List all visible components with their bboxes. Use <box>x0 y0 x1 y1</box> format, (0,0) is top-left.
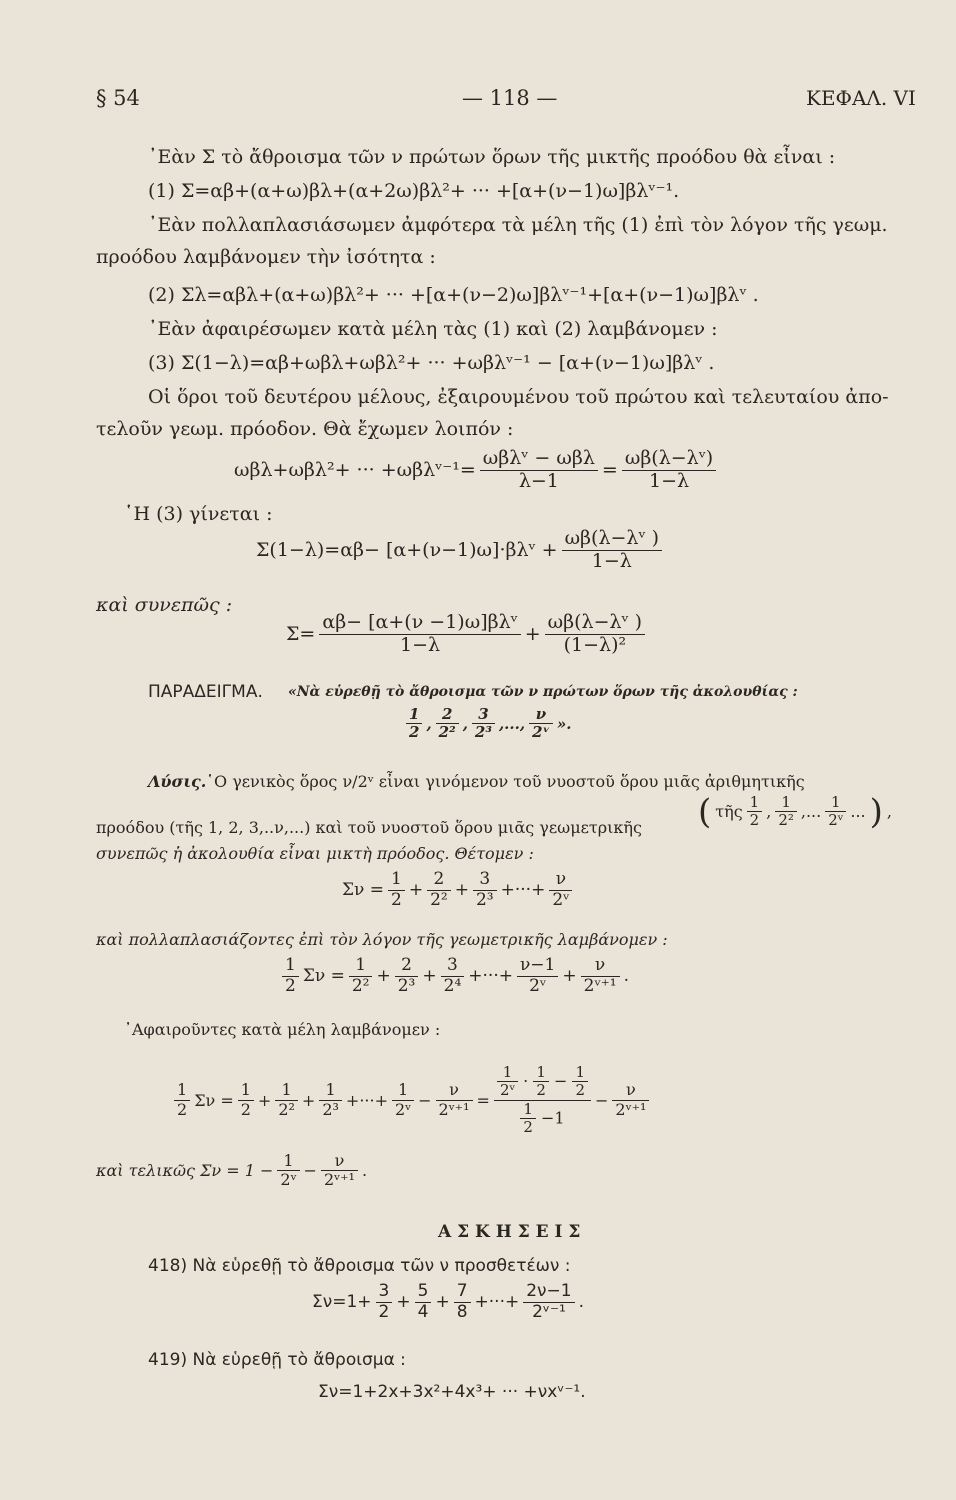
term-numerator: 3 <box>441 956 465 977</box>
term-denominator: 2³ <box>322 1099 339 1119</box>
equation-5-fraction <box>562 528 662 573</box>
sequence-term-2 <box>436 706 459 742</box>
term-numerator: 1 <box>775 794 797 812</box>
term-numerator: 1 <box>392 1081 414 1100</box>
term-denominator: 2ᵛ <box>552 889 570 910</box>
term-denominator: 2ᵛ⁺¹ <box>323 1170 355 1190</box>
equation-4-fraction-2 <box>622 448 716 493</box>
ellipsis: ,..., <box>498 714 526 733</box>
solution-line-1: ῾Ο γενικὸς ὅρος ν/2ᵛ εἶναι γινόμενον τοῦ νυοστοῦ ὅρου μιᾶς ἀριθμητικῆς <box>206 772 805 791</box>
term-numerator: 2 <box>427 870 451 891</box>
sum-term-1 <box>388 870 405 910</box>
term-denominator: 2 <box>409 723 420 742</box>
half-term-n-minus-1 <box>517 956 558 996</box>
example-sequence <box>406 706 575 742</box>
term-numerator: 5 <box>415 1282 432 1303</box>
equation-6 <box>286 612 649 657</box>
paragraph-1: ᾿Εὰν Σ τὸ ἄθροισμα τῶν ν πρώτων ὅρων τῆς μικτῆς προόδου θὰ εἶναι : <box>148 146 836 168</box>
term-denominator: 2 <box>575 1081 586 1100</box>
plus-sign: + <box>422 966 437 987</box>
paragraph-2-line-1: ᾿Εὰν πολλαπλασιάσωμεν ἀμφότερα τὰ μέλη τῆς (1) ἐπὶ τὸν λόγον τῆς γεωμ. <box>148 214 888 236</box>
sum-term-3 <box>473 870 497 910</box>
term-numerator: 1 <box>406 706 422 724</box>
fraction-numerator: ωβ(λ−λᵛ) <box>622 448 716 471</box>
e418-lhs: Σν=1+ <box>312 1292 372 1313</box>
fraction-numerator: ωβ(λ−λᵛ ) <box>562 528 662 551</box>
term-denominator: 2ᵛ <box>828 811 844 830</box>
sum-term-2 <box>427 870 451 910</box>
half-denominator: 2 <box>177 1099 188 1119</box>
term-numerator: 3 <box>376 1282 393 1303</box>
term-denominator: 2² <box>351 975 370 996</box>
half-term-n <box>581 956 620 996</box>
paragraph-4-line-1: Οἱ ὅροι τοῦ δευτέρου μέλους, ἐξαιρουμένου τοῦ πρώτου καὶ τελευταίου ἀπο- <box>148 386 889 408</box>
term-denominator: 2 <box>240 1099 251 1119</box>
equation-5 <box>256 528 666 573</box>
fraction-numerator: ωβλᵛ − ωβλ <box>480 448 598 471</box>
exercise-418: 418) Νὰ εὑρεθῇ τὸ ἄθροισμα τῶν ν προσθετέων : <box>148 1256 571 1276</box>
term-denominator: 2ᵛ⁻¹ <box>532 1301 566 1322</box>
minus-sign: − <box>595 1090 609 1110</box>
diff-last-term <box>436 1081 473 1119</box>
cn-c <box>572 1064 588 1100</box>
cn-a <box>497 1064 518 1100</box>
final-term-1 <box>277 1152 299 1190</box>
plus-ellipsis: +···+ <box>500 880 546 901</box>
half-term-1 <box>349 956 373 996</box>
half-numerator: 1 <box>174 1081 190 1100</box>
term-denominator: 2⁴ <box>443 975 462 996</box>
term-denominator: 2ᵛ⁺¹ <box>583 975 617 996</box>
minus-sign: − <box>303 1161 317 1181</box>
term-denominator: 2ᵛ⁺¹ <box>615 1099 647 1119</box>
comma: , <box>426 714 432 733</box>
term-numerator: 2ν−1 <box>523 1282 574 1303</box>
period: . <box>623 966 629 987</box>
exercise-419-equation: Σν=1+2x+3x²+4x³+ ··· +νxᵛ⁻¹. <box>318 1382 586 1402</box>
solution-label: Λύσις. <box>148 772 207 791</box>
chapter-label: ΚΕΦΑΛ. VI <box>806 86 916 110</box>
term-denominator: 2ᵛ <box>532 723 550 742</box>
sequence-term-3 <box>472 706 495 742</box>
term-numerator: 2 <box>436 706 459 724</box>
term-denominator: 2ᵛ <box>499 1081 516 1100</box>
term-numerator: ν <box>612 1081 649 1100</box>
sigma-equals: Σ= <box>286 623 316 646</box>
plus-sign: + <box>376 966 391 987</box>
page-number: — 118 — <box>462 86 558 110</box>
solution-line-3: συνεπῶς ἡ ἀκολουθία εἶναι μικτὴ πρόοδος. Θέτομεν : <box>96 844 534 863</box>
term-numerator: 1 <box>275 1081 298 1100</box>
solution-line-2: προόδου (τῆς 1, 2, 3,..ν,...) καὶ τοῦ νυοστοῦ ὅρου μιᾶς γεωμετρικῆς <box>96 818 642 837</box>
final-term-2 <box>321 1152 358 1190</box>
term-denominator: 4 <box>417 1301 429 1322</box>
plus-sign: + <box>257 1090 272 1110</box>
e418-term-1 <box>376 1282 393 1322</box>
paragraph-3: ᾿Εὰν ἀφαιρέσωμεν κατὰ μέλη τὰς (1) καὶ (2) λαμβάνομεν : <box>148 318 718 340</box>
term-numerator: 1 <box>388 870 405 891</box>
term-denominator: 2 <box>523 1117 533 1136</box>
equals-sign: = <box>476 1090 490 1110</box>
plus-sign: + <box>396 1292 411 1313</box>
fraction-numerator: αβ− [α+(ν −1)ω]βλᵛ <box>319 612 520 635</box>
term-denominator: 2ᵛ <box>280 1170 297 1190</box>
compound-fraction <box>494 1064 591 1136</box>
solution-line-4: καὶ πολλαπλασιάζοντες ἐπὶ τὸν λόγον τῆς γεωμετρικῆς λαμβάνομεν : <box>96 930 668 949</box>
geo-term-n <box>825 794 846 830</box>
term-numerator: 1 <box>349 956 373 977</box>
plus-sign: + <box>301 1090 316 1110</box>
half-sum-lhs: Σν = <box>302 966 345 987</box>
term-denominator: 2ᵛ <box>529 975 547 996</box>
e418-term-3 <box>454 1282 471 1322</box>
term-numerator: 1 <box>520 1101 536 1119</box>
term-denominator: 2 <box>391 889 402 910</box>
equation-6-fraction-1 <box>319 612 520 657</box>
plus-sign: + <box>408 880 424 901</box>
term-denominator: 2² <box>778 811 794 830</box>
term-denominator: 2ᵛ <box>394 1099 412 1119</box>
open-paren: ( <box>698 791 712 832</box>
section-number: § 54 <box>96 86 140 110</box>
period: . <box>361 1161 368 1181</box>
term-numerator: ν <box>549 870 572 891</box>
paragraph-2-line-2: προόδου λαμβάνομεν τὴν ἰσότητα : <box>96 246 436 268</box>
term-denominator: 2 <box>536 1081 546 1100</box>
term-numerator: 1 <box>825 794 846 812</box>
fraction-denominator: 1−λ <box>648 469 690 492</box>
term-numerator: 1 <box>277 1152 299 1171</box>
plus-sign: + <box>524 623 541 646</box>
term-numerator: 3 <box>472 706 495 724</box>
period: . <box>578 1292 585 1313</box>
paragraph-6: καὶ συνεπῶς : <box>96 594 233 616</box>
half-sum-equation <box>282 956 633 996</box>
exercises-heading: Α Σ Κ Η Σ Ε Ι Σ <box>438 1222 581 1242</box>
ellipsis: ,... <box>800 802 822 822</box>
sum-equation <box>342 870 576 910</box>
plus-sign: + <box>435 1292 450 1313</box>
term-numerator: 1 <box>319 1081 342 1100</box>
close-paren: ) <box>869 791 883 832</box>
fraction-denominator: 1−λ <box>400 633 441 656</box>
one: 1 <box>554 1107 565 1127</box>
diff-final-term <box>612 1081 649 1119</box>
term-denominator: 2 <box>378 1301 390 1322</box>
term-numerator: 2 <box>395 956 419 977</box>
ellipsis: ... <box>850 802 866 822</box>
term-denominator: 2 <box>749 811 760 830</box>
geo-term-2 <box>775 794 797 830</box>
sum-lhs: Σν = <box>342 880 385 901</box>
half-term-2 <box>395 956 419 996</box>
term-numerator: ν−1 <box>517 956 558 977</box>
term-numerator: ν <box>321 1152 358 1171</box>
fraction-numerator: ωβ(λ−λᵛ ) <box>545 612 645 635</box>
term-denominator: 2² <box>430 889 448 910</box>
equation-4 <box>234 448 720 493</box>
plus-ellipsis: +···+ <box>345 1090 388 1110</box>
term-numerator: 7 <box>454 1282 471 1303</box>
equation-4-left: ωβλ+ωβλ²+ ··· +ωβλᵛ⁻¹= <box>234 459 476 482</box>
equation-1: (1) Σ=αβ+(α+ω)βλ+(α+2ω)βλ²+ ··· +[α+(ν−1)ω]βλᵛ⁻¹. <box>148 180 680 202</box>
example-text: «Νὰ εὑρεθῇ τὸ ἄθροισμα τῶν ν πρώτων ὅρων τῆς ἀκολουθίας : <box>288 684 798 700</box>
paragraph-4-line-2: τελοῦν γεωμ. πρόοδον. Θὰ ἔχωμεν λοιπόν : <box>96 418 514 440</box>
term-numerator: 3 <box>473 870 497 891</box>
term-denominator: 2³ <box>397 975 416 996</box>
fraction-denominator: (1−λ)² <box>563 633 627 656</box>
term-numerator: 1 <box>497 1064 518 1082</box>
half-numerator: 1 <box>282 956 299 977</box>
term-denominator: 2³ <box>475 889 494 910</box>
equation-3: (3) Σ(1−λ)=αβ+ωβλ+ωβλ²+ ··· +ωβλᵛ⁻¹ − [α+(ν−1)ω]βλᵛ . <box>148 352 715 374</box>
paragraph-5: ῾Η (3) γίνεται : <box>124 503 273 525</box>
diff-term-n <box>392 1081 414 1119</box>
cd-a <box>520 1101 536 1137</box>
plus-ellipsis: +···+ <box>468 966 513 987</box>
sequence-term-1 <box>406 706 422 742</box>
equation-4-fraction-1 <box>480 448 598 493</box>
term-numerator: 1 <box>572 1064 588 1082</box>
diff-term-3 <box>319 1081 342 1119</box>
difference-lhs: Σν = <box>194 1090 234 1110</box>
diff-term-1 <box>238 1081 254 1119</box>
example-label: ΠΑΡΑΔΕΙΓΜΑ. <box>148 682 263 702</box>
equation-2: (2) Σλ=αβλ+(α+ω)βλ²+ ··· +[α+(ν−2)ω]βλᵛ⁻¹+[α+(ν−1)ω]βλᵛ . <box>148 284 759 306</box>
plus-sign: + <box>562 966 577 987</box>
diff-term-2 <box>275 1081 298 1119</box>
geometric-example <box>698 791 896 832</box>
term-numerator: 1 <box>238 1081 254 1100</box>
term-numerator: ν <box>436 1081 473 1100</box>
term-numerator: ν <box>581 956 620 977</box>
fraction-denominator: 1−λ <box>591 549 632 572</box>
term-denominator: 2³ <box>474 723 492 742</box>
exercise-418-equation <box>312 1282 588 1322</box>
plus-sign: + <box>454 880 469 901</box>
equation-5-left: Σ(1−λ)=αβ− [α+(ν−1)ω]·βλᵛ + <box>256 539 558 562</box>
difference-equation <box>174 1064 653 1136</box>
comma: , <box>766 802 772 822</box>
half-denominator: 2 <box>285 975 296 996</box>
fraction-denominator: λ−1 <box>518 469 559 492</box>
term-numerator: 1 <box>747 794 763 812</box>
minus-sign: − <box>418 1090 432 1110</box>
cn-b <box>533 1064 549 1100</box>
term-denominator: 2² <box>278 1099 295 1119</box>
equation-6-fraction-2 <box>545 612 645 657</box>
comma: , <box>462 714 468 733</box>
compound-denominator: $\frac{1}{2}$ −1 <box>494 1101 591 1137</box>
compound-numerator: $\frac{1}{\text{2ᵛ}}$ · $\frac{1}{2}$ − $\frac{1}{2}$ <box>494 1064 591 1101</box>
closing-quote: ». <box>556 714 572 733</box>
geo-term-1 <box>747 794 763 830</box>
solution-line-5: ᾿Αφαιροῦντες κατὰ μέλη λαμβάνομεν : <box>124 1020 441 1039</box>
plus-ellipsis: +···+ <box>474 1292 520 1313</box>
term-denominator: 2² <box>438 723 456 742</box>
comma: , <box>886 802 892 822</box>
final-lhs: καὶ τελικῶς Σν = 1 − <box>96 1161 274 1181</box>
term-numerator: ν <box>529 706 553 724</box>
half-term-3 <box>441 956 465 996</box>
e418-term-2 <box>415 1282 432 1322</box>
term-denominator: 2ᵛ⁺¹ <box>438 1099 470 1119</box>
one-half <box>174 1081 190 1119</box>
e418-term-n <box>523 1282 574 1322</box>
one-half <box>282 956 299 996</box>
tis-word: τῆς <box>715 802 743 822</box>
equals-sign: = <box>601 459 618 482</box>
final-result <box>96 1152 371 1190</box>
term-denominator: 8 <box>456 1301 468 1322</box>
sum-term-n <box>549 870 572 910</box>
term-numerator: 1 <box>533 1064 549 1082</box>
sequence-term-n <box>529 706 553 742</box>
exercise-419: 419) Νὰ εὑρεθῇ τὸ ἄθροισμα : <box>148 1350 406 1370</box>
